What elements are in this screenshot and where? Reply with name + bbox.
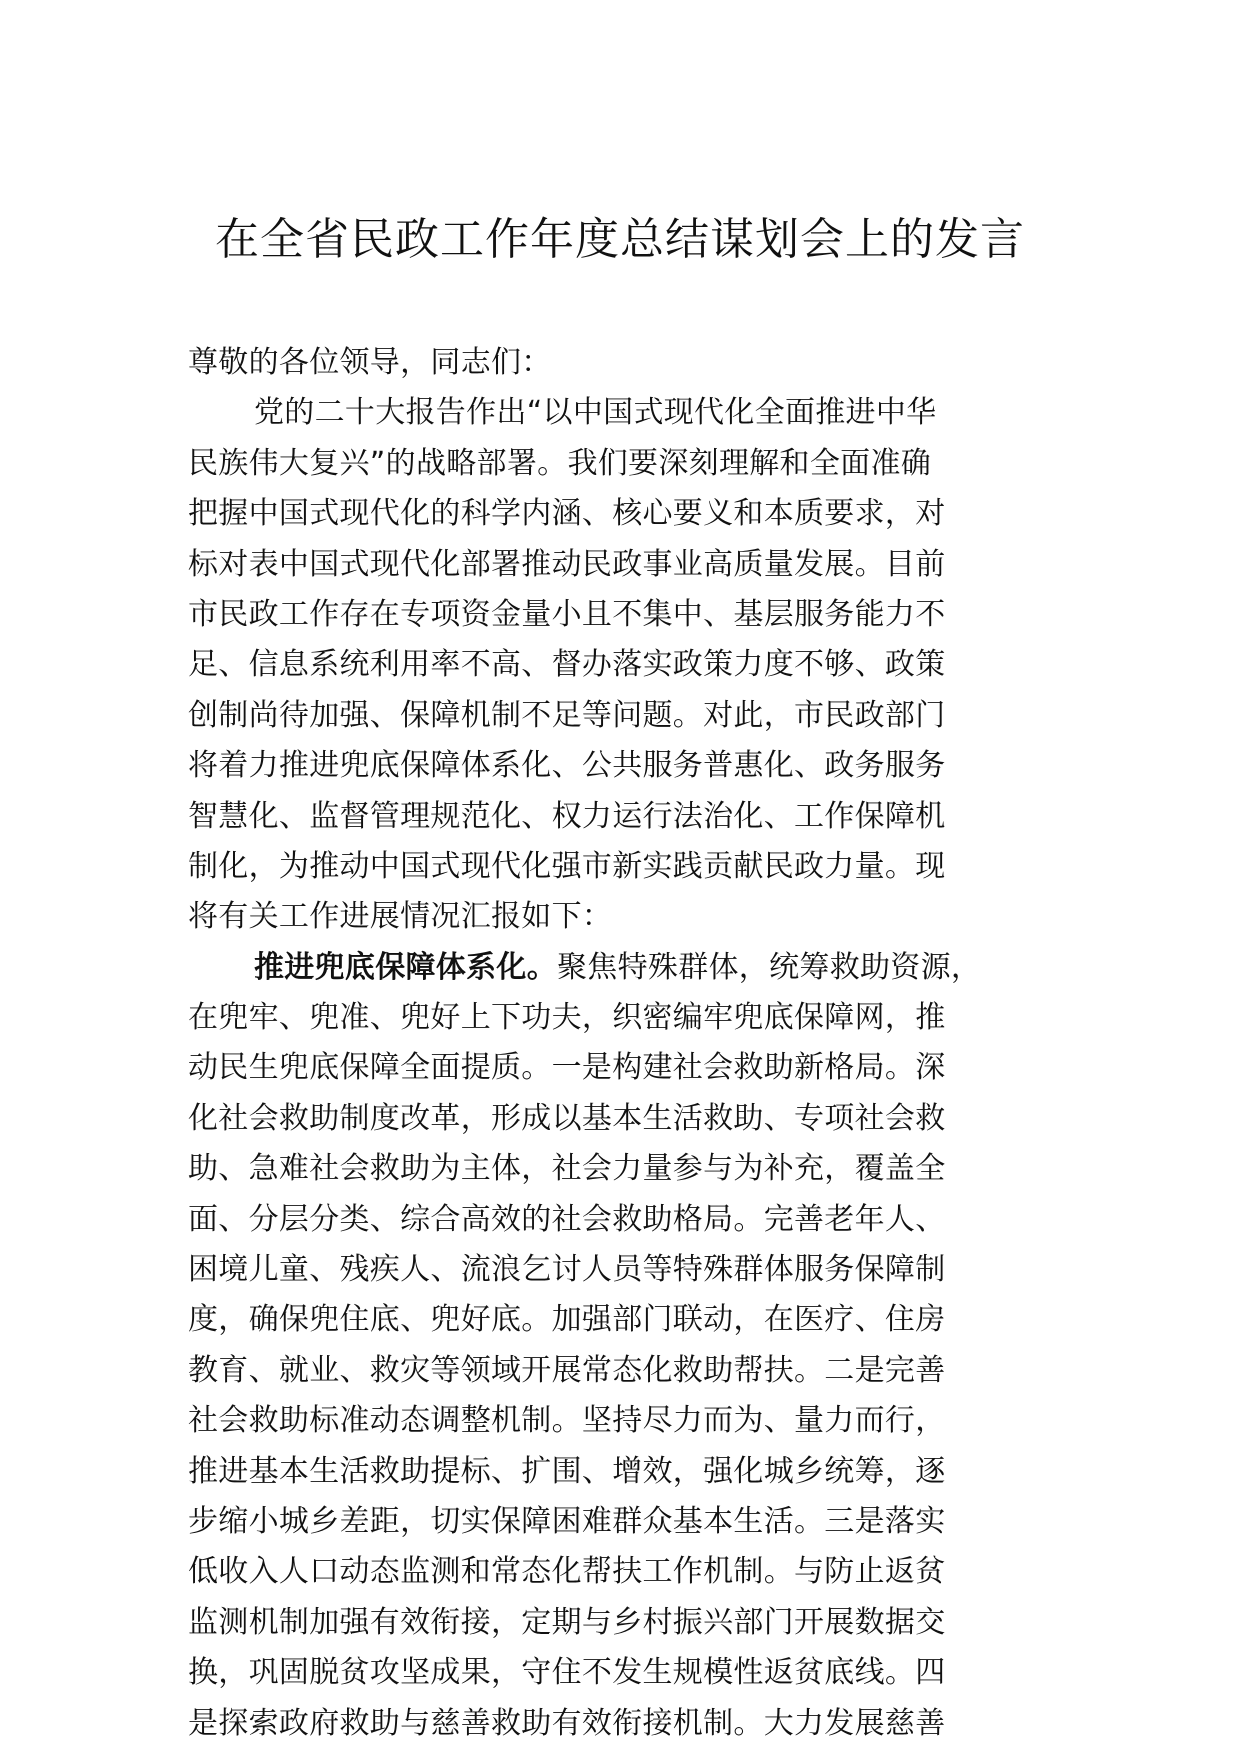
- paragraph-line: 面、分层分类、综合高效的社会救助格局。完善老年人、: [188, 1201, 946, 1237]
- paragraph-line: 化社会救助制度改革，形成以基本生活救助、专项社会救: [188, 1100, 946, 1136]
- paragraph-line: 度，确保兜住底、兜好底。加强部门联动，在医疗、住房: [188, 1302, 946, 1338]
- document-body: [188, 338, 1088, 1749]
- document-title: 在全省民政工作年度总结谋划会上的发言: [215, 214, 1025, 265]
- paragraph-line: 是探索政府救助与慈善救助有效衔接机制。大力发展慈善: [188, 1705, 946, 1741]
- paragraph-line: 将有关工作进展情况汇报如下：: [188, 899, 613, 935]
- paragraph-line: 标对表中国式现代化部署推动民政事业高质量发展。目前: [188, 546, 946, 582]
- paragraph-line: 市民政工作存在专项资金量小且不集中、基层服务能力不: [188, 596, 946, 632]
- paragraph-line: 推进基本生活救助提标、扩围、增效，强化城乡统筹，逐: [188, 1453, 946, 1489]
- paragraph-line: 换，巩固脱贫攻坚成果，守住不发生规模性返贫底线。四: [188, 1655, 946, 1691]
- paragraph-line: 低收入人口动态监测和常态化帮扶工作机制。与防止返贫: [188, 1554, 946, 1590]
- paragraph-line: 步缩小城乡差距，切实保障困难群众基本生活。三是落实: [188, 1503, 946, 1539]
- paragraph-line: 在兜牢、兜准、兜好上下功夫，织密编牢兜底保障网，推: [188, 1000, 946, 1036]
- paragraph-line: 足、信息系统利用率不高、督办落实政策力度不够、政策: [188, 647, 946, 683]
- paragraph-line: [188, 943, 1088, 993]
- paragraph-line: 把握中国式现代化的科学内涵、核心要义和本质要求，对: [188, 496, 946, 532]
- paragraph-line: 智慧化、监督管理规范化、权力运行法治化、工作保障机: [188, 798, 946, 834]
- paragraph-line: 社会救助标准动态调整机制。坚持尽力而为、量力而行，: [188, 1403, 946, 1439]
- paragraph-line: 教育、就业、救灾等领域开展常态化救助帮扶。二是完善: [188, 1352, 946, 1388]
- paragraph-intro: [188, 388, 1088, 942]
- paragraph-line: 将着力推进兜底保障体系化、公共服务普惠化、政务服务: [188, 748, 946, 784]
- paragraph-line: 制化，为推动中国式现代化强市新实践贡献民政力量。现: [188, 848, 946, 884]
- paragraph-line: 党的二十大报告作出“以中国式现代化全面推进中华: [254, 395, 937, 431]
- section-heading: 推进兜底保障体系化。: [254, 949, 557, 985]
- paragraph-text: 聚焦特殊群体，统筹救助资源，: [557, 949, 982, 985]
- paragraph-line: 困境儿童、残疾人、流浪乞讨人员等特殊群体服务保障制: [188, 1252, 946, 1288]
- paragraph-line: 监测机制加强有效衔接，定期与乡村振兴部门开展数据交: [188, 1604, 946, 1640]
- paragraph-line: 助、急难社会救助为主体，社会力量参与为补充，覆盖全: [188, 1151, 946, 1187]
- salutation: 尊敬的各位领导，同志们：: [188, 345, 552, 380]
- paragraph-line: 民族伟大复兴”的战略部署。我们要深刻理解和全面准确: [188, 445, 932, 481]
- paragraph-line: 创制尚待加强、保障机制不足等问题。对此，市民政部门: [188, 697, 946, 733]
- paragraph-safety-net: [188, 943, 1088, 1749]
- paragraph-line: 动民生兜底保障全面提质。一是构建社会救助新格局。深: [188, 1050, 946, 1086]
